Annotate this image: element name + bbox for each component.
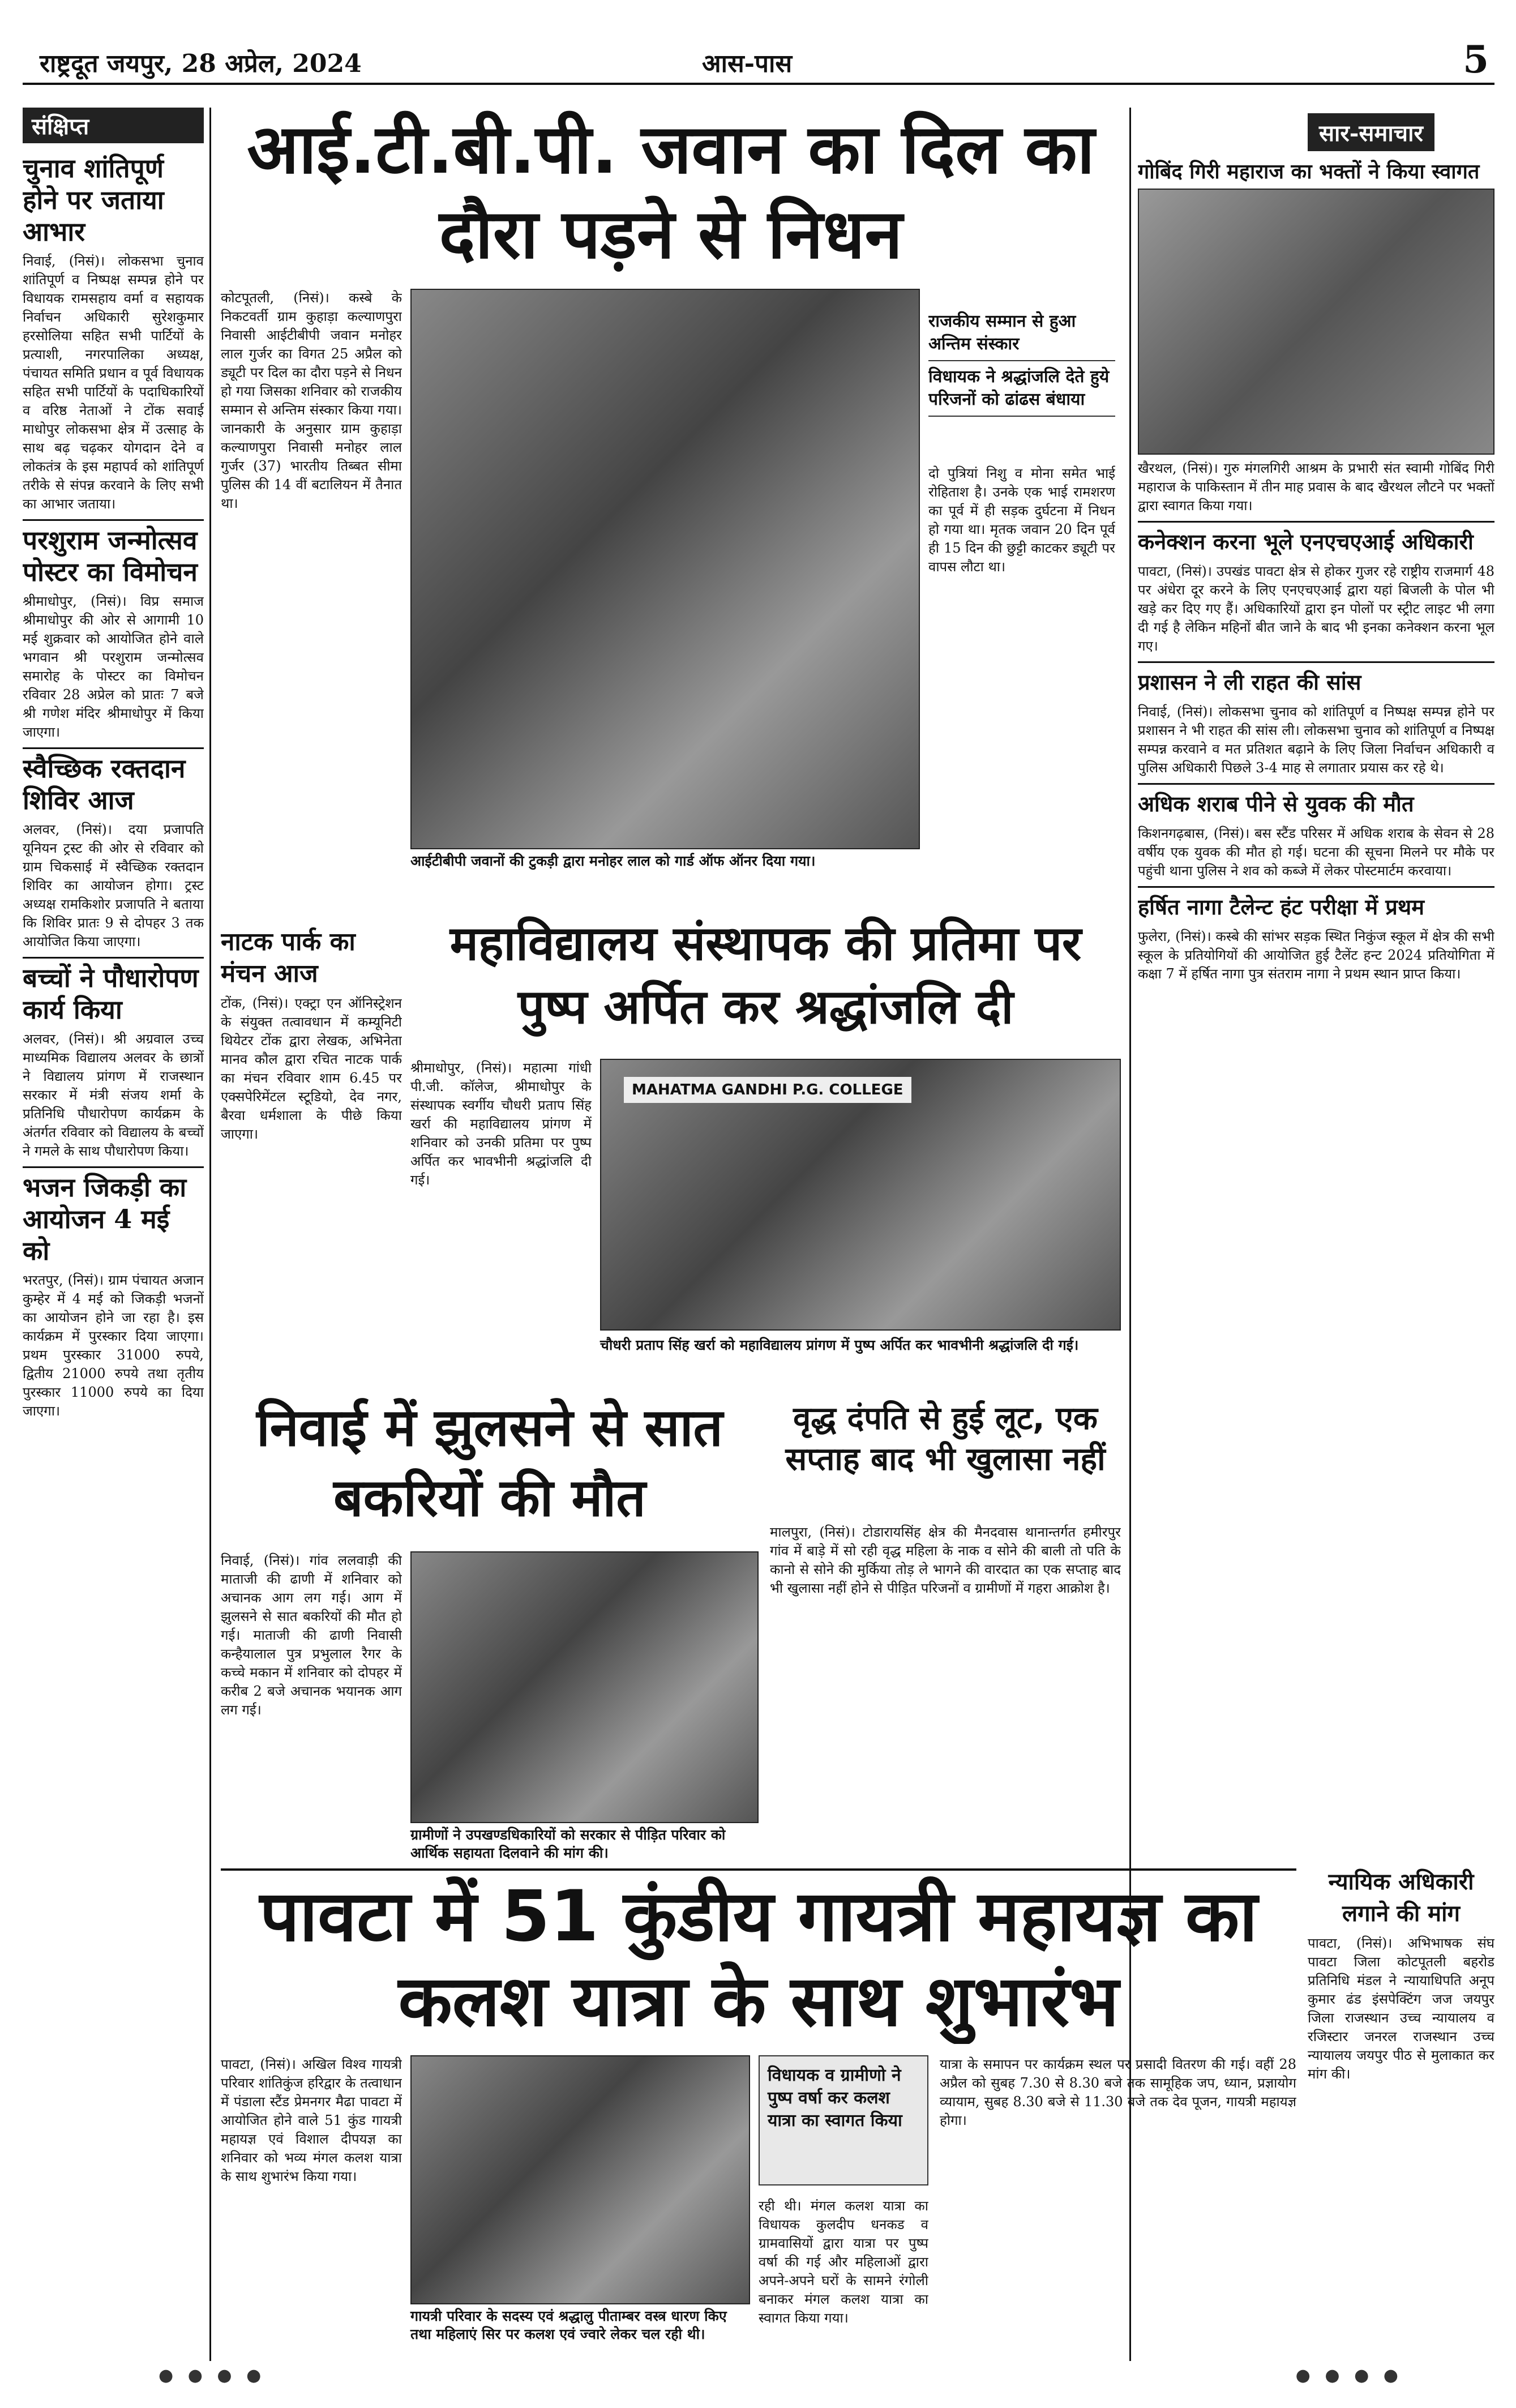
right-item-title: गोबिंद गिरी महाराज का भक्तों ने किया स्वागत xyxy=(1138,160,1480,183)
left-item-title: चुनाव शांतिपूर्ण होने पर जताया आभार xyxy=(23,153,164,247)
natak-body: टोंक, (निसं)। एक्ट्रा एन ऑनिस्ट्रेशन के संयुक्त तत्वावधान में कम्यूनिटी थियेटर टोंक द्वारा लेखक, अभिनेता मानव कौल द्वारा रचित नाटक पार्क का मंचन रविवार शाम 6.45 पर एक्सपेरिमेंटल स्टूडियो, देव नगर, बैरवा धर्मशाला के पीछे किया जाएगा। xyxy=(221,995,402,1142)
header-section: आस-पास xyxy=(702,49,793,78)
bakri-photo xyxy=(410,1551,759,1823)
saar-samachar-tag: सार-समाचार xyxy=(1308,113,1434,151)
right-item-body: फुलेरा, (निसं)। कस्बे की सांभर सड़क स्थित निकुंज स्कूल में क्षेत्र की सभी स्कूल के प्रतियोगियों की आयोजित हुई टैलेंट हन्ट 2024 प्रतियोगिता में कक्षा 7 में हर्षित नागा पुत्र संतराम नागा ने प्रथम स्थान प्राप्त किया। xyxy=(1138,929,1494,982)
left-item-body: श्रीमाधोपुर, (निसं)। विप्र समाज श्रीमाधोपुर की ओर से आगामी 10 मई शुक्रवार को आयोजित होने वाले भगवान श्री परशुराम जन्मोत्सव समारोह के पोस्टर का विमोचन रविवार 28 अप्रेल को प्रातः 7 बजे श्री गणेश मंदिर श्रीमाधोपुर में किया जाएगा। xyxy=(23,593,204,740)
left-column xyxy=(23,108,204,2361)
left-item-body: अलवर, (निसं)। श्री अग्रवाल उच्च माध्यमिक विद्यालय अलवर के छात्रों ने विद्यालय प्रांगण में राजस्थान सरकार में मंत्री संजय शर्मा के प्रतिनिधि पौधारोपण कार्यक्रम के अंतर्गत रविवार को विद्यालय के बच्चों ने गमले के साथ पौधारोपण किया। xyxy=(23,1031,204,1159)
right-item-title: कनेक्शन करना भूले एनएचएआई अधिकारी xyxy=(1138,521,1494,558)
gayatri-headline: पावटा में 51 कुंडीय गायत्री महायज्ञ का कलश यात्रा के साथ शुभारंभ xyxy=(259,1876,1258,2042)
pratima-body: श्रीमाधोपुर, (निसं)। महात्मा गांधी पी.जी. कॉलेज, श्रीमाधोपुर के संस्थापक स्वर्गीय चौधरी प्रताप सिंह खर्रा की महाविद्यालय प्रांगण में शनिवार को उनकी प्रतिमा पर पुष्प अर्पित कर भावभीनी श्रद्धांजलि दी गई। xyxy=(410,1060,592,1188)
nyayik-box xyxy=(1308,1857,1494,2361)
sankshipt-label: संक्षिप्त xyxy=(23,108,204,143)
left-item-body: भरतपुर, (निसं)। ग्राम पंचायत अजान कुम्हेर में 4 मई को जिकड़ी भजनों का आयोजन होने जा रहा है। इस कार्यक्रम में पुरस्कार दिया जाएगा। प्रथम पुरस्कार 31000 रुपये, द्वितीय 21000 रुपये तथा तृतीय पुरस्कार 11000 रुपये का दिया जाएगा। xyxy=(23,1272,204,1419)
pratima-caption: चौधरी प्रताप सिंह खर्रा को महाविद्यालय प्रांगण में पुष्प अर्पित कर भावभीनी श्रद्धांजलि दी गई। xyxy=(600,1337,1079,1353)
natak-title: नाटक पार्क का मंचन आज xyxy=(221,927,356,988)
bakri-body: निवाई, (निसं)। गांव ललवाड़ी की माताजी की ढाणी में शनिवार को अचानक आग लग गई। आग में झुलसने से सात बकरियों की मौत हो गई। माताजी की ढाणी निवासी कन्हैयालाल पुत्र प्रभुलाल रैगर के कच्चे मकान में शनिवार को दोपहर में करीब 2 बजे अचानक भयानक आग लग गई। xyxy=(221,1552,402,1718)
left-item-body: निवाई, (निसं)। लोकसभा चुनाव शांतिपूर्ण व निष्पक्ष सम्पन्न होने पर विधायक रामसहाय वर्मा व सहायक निर्वाचन अधिकारी सुरेशकुमार हरसोलिया सहित सभी पार्टियों के प्रत्याशी, नगरपालिका अध्यक्ष, पंचायत समिति प्रधान व पूर्व विधायक सहित सभी पार्टियों के पदाधिकारियों व वरिष्ठ नेताओं ने टोंक सवाई माधोपुर लोकसभा क्षेत्र में उत्साह के साथ बढ़ चढ़कर योगदान देने व लोकतंत्र के इस महापर्व को शांतिपूर्ण तरीके से संपन्न करवाने के लिए सभी का आभार जताया। xyxy=(23,253,204,512)
gayatri-caption: गायत्री परिवार के सदस्य एवं श्रद्धालु पीताम्बर वस्त्र धारण किए तथा महिलाएं सिर पर कलश एवं ज्वारे लेकर चल रही थी। xyxy=(410,2308,727,2342)
gayatri-body-cont: रही थी। मंगल कलश यात्रा का विधायक कुलदीप धनकड व ग्रामवासियों द्वारा यात्रा पर पुष्प वर्षा की गई और महिलाओं द्वारा अपने-अपने घरों के सामने रंगोली बनाकर मंगल कलश यात्रा का स्वागत किया गया। xyxy=(759,2198,928,2326)
gayatri-photo xyxy=(410,2055,750,2304)
right-item-body: पावटा, (निसं)। अभिभाषक संघ पावटा जिला कोटपूतली बहरोड प्रतिनिधि मंडल ने न्यायाधिपति अनूप कुमार ढंड इंसपेक्टिंग जज जयपुर जिला राजस्थान उच्च न्यायालय व रजिस्टार जनरल राजस्थान उच्च न्यायालय जयपुर पीठ से मुलाकात कर मांग की। xyxy=(1308,1935,1494,2082)
loot-body: मालपुरा, (निसं)। टोडारायसिंह क्षेत्र की मैनदवास थानान्तर्गत हमीरपुर गांव में बाड़े में सो रही वृद्ध महिला के नाक व सोने की बाली तो पति के कानो से सोने की मुर्किया तोड़ ले भागने की वारदात का एक सप्ताह बाद भी खुलासा नहीं होने से पीड़ित परिजनों व ग्रामीणों में गहरा आक्रोश है। xyxy=(770,1524,1121,1596)
bakri-headline: निवाई में झुलसने से सात बकरियों की मौत xyxy=(256,1397,723,1528)
gayatri-body-cont: यात्रा के समापन पर कार्यक्रम स्थल पर प्रसादी वितरण की गई। वहीं 28 अप्रैल को सुबह 7.30 से 8.30 बजे तक सामूहिक जप, ध्यान, प्रज्ञायोग व्यायाम, सुबह 8.30 बजे से 11.30 बजे तक देव पूजन, गायत्री महायज्ञ होगा। xyxy=(940,2056,1296,2128)
college-sign: MAHATMA GANDHI P.G. COLLEGE xyxy=(624,1077,911,1103)
right-item-body: खैरथल, (निसं)। गुरु मंगलगिरी आश्रम के प्रभारी संत स्वामी गोबिंद गिरी महाराज के पाकिस्तान में तीन माह प्रवास के बाद खैरथल लौटने पर भक्तों द्वारा स्वागत किया गया। xyxy=(1138,460,1494,514)
highlight-item: राजकीय सम्मान से हुआ अन्तिम संस्कार xyxy=(928,306,1115,361)
pratima-photo xyxy=(600,1059,1121,1331)
right-item-title: अधिक शराब पीने से युवक की मौत xyxy=(1138,783,1494,820)
page-header xyxy=(23,34,1494,85)
main-headline: आई.टी.बी.पी. जवान का दिल का दौरा पड़ने से निधन xyxy=(247,110,1095,274)
left-item-title: स्वैच्छिक रक्तदान शिविर आज xyxy=(23,747,204,816)
page-number: 5 xyxy=(1463,37,1489,82)
registration-dots: ● ● ● ● xyxy=(159,2366,266,2385)
itbp-guard-photo xyxy=(410,289,920,849)
right-item-body: पावटा, (निसं)। उपखंड पावटा क्षेत्र से होकर गुजर रहे राष्ट्रीय राजमार्ग 48 पर अंधेरा दूर करने के लिए एनएचएआई द्वारा यहां बिजली के पोल भी खड़े कर दिए गए हैं। अधिकारियों द्वारा इन पोलों पर स्ट्रीट लाइट भी लगा दी गई है लेकिन महिनों बीत जाने के बाद भी इनका कनेक्शन करना भूल गए। xyxy=(1138,563,1494,654)
main-story-body-cont: दो पुत्रियां निशु व मोना समेत भाई रोहिताश है। उनके एक भाई रामशरण का पूर्व में ही सड़क दुर्घटना में निधन हो गया था। मृतक जवान 20 दिन पूर्व ही 15 दिन की छुट्टी काटकर ड्यूटी पर वापस लौटा था। xyxy=(928,465,1115,575)
column-divider xyxy=(209,108,211,2361)
main-photo-caption: आईटीबीपी जवानों की टुकड़ी द्वारा मनोहर लाल को गार्ड ऑफ ऑनर दिया गया। xyxy=(410,853,816,869)
left-item-title: बच्चों ने पौधारोपण कार्य किया xyxy=(23,957,204,1025)
right-item-body: किशनगढ़बास, (निसं)। बस स्टैंड परिसर में अधिक शराब के सेवन से 28 वर्षीय एक युवक की मौत हो गई। घटना की सूचना मिलने पर मौके पर पहुंची थाना पुलिस ने शव को कब्जे में लेकर पोस्टमार्टम करवाया। xyxy=(1138,826,1494,879)
registration-dots: ● ● ● ● xyxy=(1295,2366,1403,2385)
main-story-highlights xyxy=(928,306,1115,447)
main-story-body: कोटपूतली, (निसं)। कस्बे के निकटवर्ती ग्राम कुहाड़ा कल्याणपुरा निवासी आईटीबीपी जवान मनोहर लाल गुर्जर का विगत 25 अप्रैल को ड्यूटी पर दिल का दौरा पड़ने से निधन हो गया जिसका शनिवार को राजकीय सम्मान से अन्तिम संस्कार किया गया। जानकारी के अनुसार ग्राम कुहाड़ा कल्याणपुरा निवासी मनोहर लाल गुर्जर (37) भारतीय तिब्बत सीमा पुलिस की 14 वीं बटालियन में तैनात था। xyxy=(221,290,402,511)
gayatri-highlight: विधायक व ग्रामीणो ने पुष्प वर्षा कर कलश यात्रा का स्वागत किया xyxy=(759,2055,928,2185)
left-item-title: परशुराम जन्मोत्सव पोस्टर का विमोचन xyxy=(23,519,204,588)
right-item-title: हर्षित नागा टैलेन्ट हंट परीक्षा में प्रथम xyxy=(1138,886,1494,923)
section-divider xyxy=(221,1868,1296,1871)
bakri-caption: ग्रामीणों ने उपखण्डधिकारियों को सरकार से पीड़ित परिवार को आर्थिक सहायता दिलवाने की मांग की। xyxy=(410,1827,726,1861)
right-item-body: निवाई, (निसं)। लोकसभा चुनाव को शांतिपूर्ण व निष्पक्ष सम्पन्न होने पर प्रशासन ने भी राहत की सांस ली। लोकसभा चुनाव को शांतिपूर्ण व निष्पक्ष सम्पन्न करवाने व मत प्रतिशत बढ़ाने के लिए जिला निर्वाचन अधिकारी व पुलिस अधिकारी पिछले 3-4 माह से लगातार प्रयास कर रहे थे। xyxy=(1138,704,1494,776)
pratima-headline: महाविद्यालय संस्थापक की प्रतिमा पर पुष्प अर्पित कर श्रद्धांजलि दी xyxy=(449,916,1082,1034)
left-item-title: भजन जिकड़ी का आयोजन 4 मई को xyxy=(23,1166,204,1267)
left-item-body: अलवर, (निसं)। दया प्रजापति यूनियन ट्रस्ट की ओर से रविवार को ग्राम चिकसाई में स्वैच्छिक रक्तदान शिविर का आयोजन होगा। ट्रस्ट अध्यक्ष रामकिशोर प्रजापति ने बताया कि शिविर प्रातः 9 से दोपहर 3 तक आयोजित किया जाएगा। xyxy=(23,822,204,949)
highlight-item: विधायक ने श्रद्धांजलि देते हुये परिजनों को ढांढस बंधाया xyxy=(928,361,1115,417)
header-date: राष्ट्रदूत जयपुर, 28 अप्रेल, 2024 xyxy=(40,49,362,78)
gayatri-body: पावटा, (निसं)। अखिल विश्व गायत्री परिवार शांतिकुंज हरिद्वार के तत्वाधान में पंडाला स्टैंड प्रेमनगर मैढा पावटा में आयोजित होने वाले 51 कुंड गायत्री महायज्ञ एवं विशाल दीपयज्ञ का शनिवार को भव्य मंगल कलश यात्रा के साथ शुभारंभ किया गया। xyxy=(221,2056,402,2184)
loot-headline: वृद्ध दंपति से हुई लूट, एक सप्ताह बाद भी खुलासा नहीं xyxy=(785,1400,1106,1478)
right-item-title: प्रशासन ने ली राहत की सांस xyxy=(1138,661,1494,698)
bhakt-swagat-photo xyxy=(1138,189,1494,455)
right-item-title: न्यायिक अधिकारी लगाने की मांग xyxy=(1328,1868,1474,1927)
right-column xyxy=(1138,150,1494,1849)
